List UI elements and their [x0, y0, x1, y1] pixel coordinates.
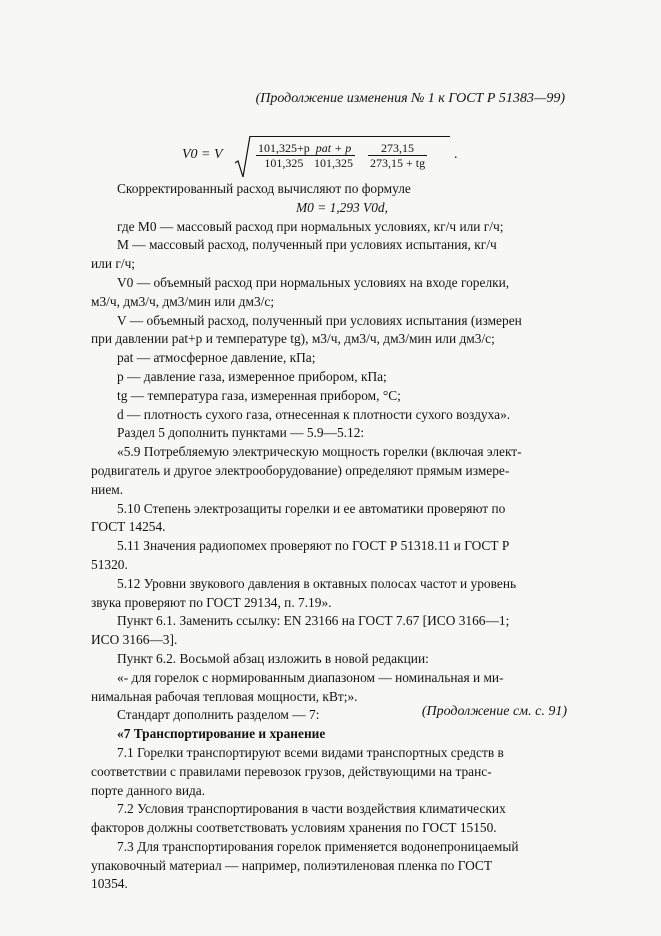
- text-line: нимальная рабочая тепловая мощности, кВт;».: [91, 688, 358, 704]
- fraction-2-den: 101,325: [314, 156, 353, 170]
- text-line: 5.10 Степень электрозащиты горелки и ее автоматики проверяют по: [117, 500, 506, 516]
- text-line: порте данного вида.: [91, 782, 206, 798]
- text-line: 10354.: [91, 876, 128, 892]
- fraction-2-num: pat + p: [312, 141, 355, 156]
- text-line: pat — атмосферное давление, кПа;: [117, 350, 316, 366]
- text-line: 7.2 Условия транспортирования в части воздействия климатических: [117, 801, 506, 817]
- fraction-2: [312, 141, 355, 170]
- text-line: ГОСТ 14254.: [91, 519, 166, 535]
- fraction-1-num: 101,325+p: [258, 141, 310, 155]
- radical-sign-icon: [234, 135, 251, 179]
- text-line: звука проверяют по ГОСТ 29134, п. 7.19».: [91, 594, 332, 610]
- text-line: соответствии с правилами перевозок грузов, действующими на транс-: [91, 763, 492, 779]
- radical-bar: [250, 136, 450, 137]
- formula-m0: M0 = 1,293 V0d,: [296, 199, 388, 215]
- fraction-1: [256, 141, 312, 170]
- section-heading: «7 Транспортирование и хранение: [117, 726, 326, 742]
- text-line: 5.11 Значения радиопомех проверяют по ГОСТ Р 51318.11 и ГОСТ Р: [117, 538, 510, 554]
- text-line: d — плотность сухого газа, отнесенная к плотности сухого воздуха».: [117, 406, 511, 422]
- page-footer: (Продолжение см. с. 91): [421, 704, 567, 719]
- text-line: м3/ч, дм3/ч, дм3/мин или дм3/с;: [91, 293, 275, 309]
- text-line: V — объемный расход, полученный при условиях испытания (измерен: [117, 312, 522, 328]
- page-header: (Продолжение изменения № 1 к ГОСТ Р 51383—99): [255, 91, 565, 106]
- fraction-3: [368, 141, 427, 170]
- formula-end: .: [454, 147, 458, 162]
- text-line: 7.1 Горелки транспортируют всеми видами транспортных средств в: [117, 744, 504, 760]
- text-line: родвигатель и другое электрооборудование) определяют прямым измере-: [91, 462, 510, 478]
- text-line: p — давление газа, измеренное прибором, кПа;: [117, 368, 387, 384]
- text-line: при давлении pat+p и температуре tg), м3/ч, дм3/ч, дм3/мин или дм3/с;: [91, 331, 495, 347]
- text-line: Пункт 6.1. Заменить ссылку: EN 23166 на ГОСТ 7.67 [ИСО 3166—1;: [117, 613, 510, 629]
- fraction-3-den: 273,15 + tg: [370, 156, 426, 170]
- fraction-3-num: 273,15: [368, 141, 427, 156]
- text-line: V0 — объемный расход при нормальных условиях на входе горелки,: [117, 274, 510, 290]
- text-line: нием.: [91, 481, 124, 497]
- formula-lhs: V0 = V: [182, 147, 223, 162]
- formula-v0: [182, 135, 482, 179]
- text-line: 7.3 Для транспортирования горелок применяется водонепроницаемый: [117, 838, 519, 854]
- text-line: Раздел 5 дополнить пунктами — 5.9—5.12:: [117, 425, 365, 441]
- text-line: Стандарт дополнить разделом — 7:: [117, 707, 320, 723]
- body-text: [91, 180, 567, 894]
- text-line: Скорректированный расход вычисляют по формуле: [117, 181, 411, 196]
- text-line: факторов должны соответствовать условиям хранения по ГОСТ 15150.: [91, 820, 497, 836]
- text-line: tg — температура газа, измеренная прибором, °С;: [117, 387, 401, 403]
- text-line: 51320.: [91, 556, 128, 572]
- text-line: 5.12 Уровни звукового давления в октавных полосах частот и уровень: [117, 575, 517, 591]
- text-line: «5.9 Потребляемую электрическую мощность горелки (включая элект-: [117, 444, 522, 460]
- text-line: M — массовый расход, полученный при условиях испытания, кг/ч: [117, 237, 497, 253]
- text-line: ИСО 3166—3].: [91, 632, 178, 648]
- fraction-1-den: 101,325: [264, 156, 304, 170]
- text-line: «- для горелок с нормированным диапазоном — номинальная и ми-: [117, 669, 504, 685]
- text-line: упаковочный материал — например, полиэтиленовая пленка по ГОСТ: [91, 857, 493, 873]
- text-line: или г/ч;: [91, 256, 136, 272]
- text-line: где M0 — массовый расход при нормальных условиях, кг/ч или г/ч;: [117, 218, 504, 234]
- text-line: Пункт 6.2. Восьмой абзац изложить в новой редакции:: [117, 650, 429, 666]
